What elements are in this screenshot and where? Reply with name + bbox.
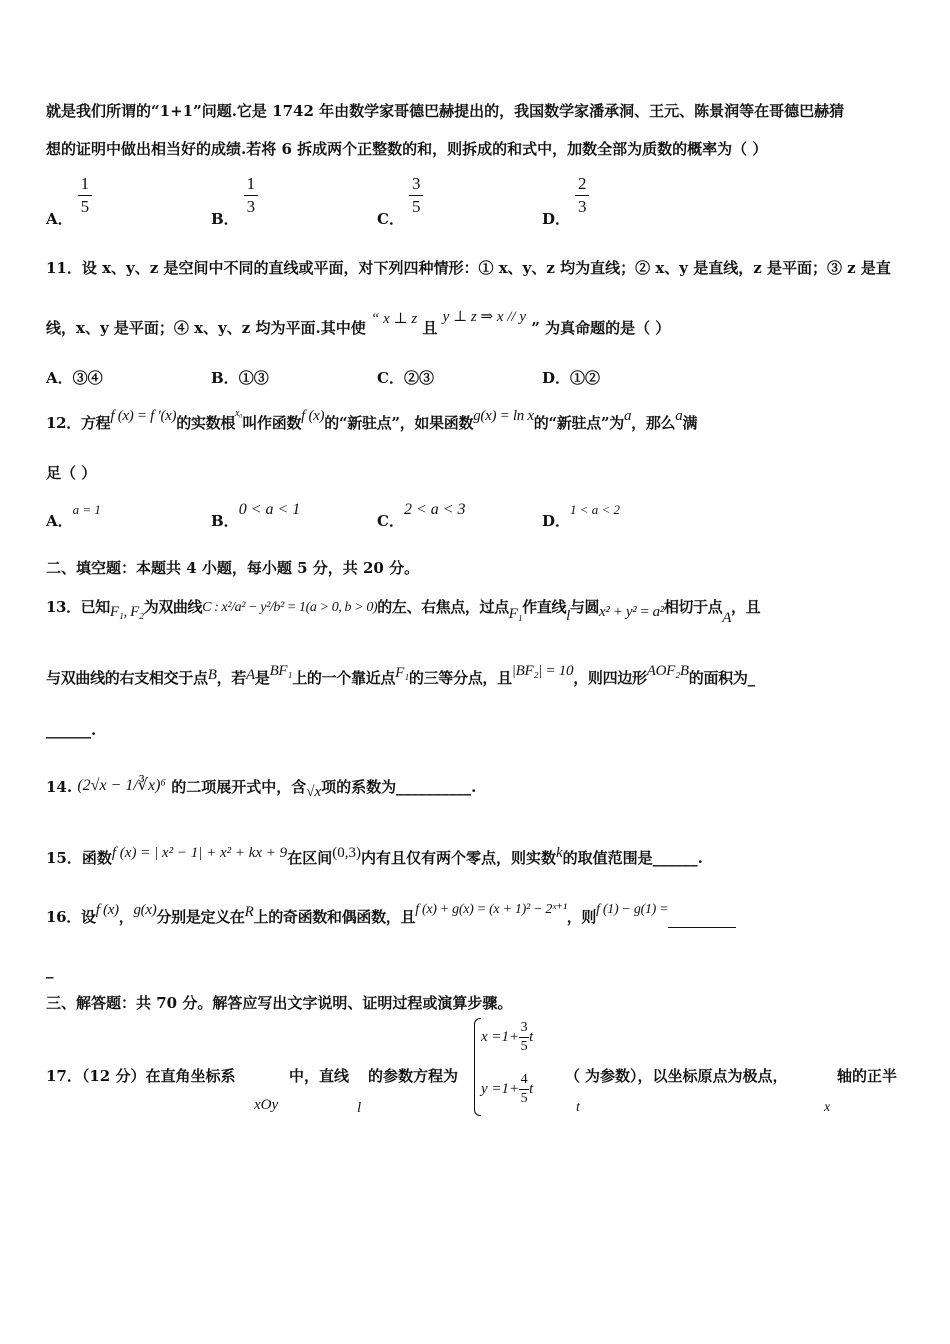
- q16-text: 分别是定义在: [156, 908, 245, 926]
- q13-line1: [46, 597, 910, 626]
- q17-text-4: （: [565, 1067, 581, 1085]
- q17-text-2: 中，直线: [289, 1067, 350, 1085]
- q13-text: 的三等分点，且: [408, 669, 512, 687]
- q15-text: 在区间: [287, 849, 333, 867]
- q12-option-a[interactable]: [46, 502, 101, 531]
- q14-text: 项的系数为__________.: [321, 778, 477, 796]
- q13-text: 上的一个靠近点: [292, 669, 396, 687]
- option-text: ①②: [570, 369, 601, 387]
- q16-r: R: [244, 904, 254, 920]
- q13-text: ，则四边形: [573, 669, 647, 687]
- q17-param-t: t: [576, 1100, 580, 1115]
- q13-text: ，且: [730, 598, 761, 616]
- option-text: 2 < a < 3: [403, 501, 466, 518]
- q15-text: 15．函数: [46, 849, 112, 867]
- q13-text: 相切于点: [663, 598, 723, 616]
- q13-text: 的左、右焦点，过点: [377, 598, 509, 616]
- q16-text: ，则: [566, 908, 597, 926]
- q12-text: 的“新驻点”，如果函数: [324, 414, 474, 432]
- option-label: C．: [377, 369, 404, 387]
- q16-text: 上的奇函数和偶函数，且: [253, 908, 416, 926]
- option-text: 1 < a < 2: [570, 502, 621, 517]
- q12-line1: [46, 408, 910, 434]
- numerator: 1: [246, 174, 256, 193]
- q11-and: 且: [422, 319, 438, 337]
- q15-interval: (0,3): [332, 845, 361, 861]
- q11-option-b[interactable]: [211, 367, 269, 388]
- q10-line2: 想的证明中做出相当好的成绩.若将 6 拆成两个正整数的和，则拆成的和式中，加数全部为质数的概率为（ ）: [46, 140, 768, 158]
- q14-text: 的二项展开式中，含: [171, 778, 307, 796]
- q12-text: 满: [682, 414, 698, 432]
- denominator: 3: [578, 197, 587, 216]
- q16-ask: f (1) − g(1) =: [596, 902, 669, 917]
- q13-hyperbola: C : x²/a² − y²/b² = 1(a > 0, b > 0): [202, 600, 378, 615]
- option-text: ①③: [238, 369, 269, 387]
- option-label: D．: [542, 369, 571, 387]
- q16-text: 16．设: [46, 908, 96, 926]
- q13-text: 与圆: [569, 598, 600, 616]
- q12-text: 12．方程: [46, 414, 111, 432]
- q17-system-brace: [474, 1018, 481, 1116]
- q13-text: ，若: [216, 669, 246, 687]
- q12-option-b[interactable]: [211, 501, 301, 531]
- q16-text: ，: [118, 908, 134, 926]
- option-text: ②③: [403, 369, 434, 387]
- numerator: 3: [411, 174, 421, 193]
- option-label: C．: [377, 209, 404, 228]
- q13-text: 作直线: [522, 598, 567, 616]
- q17-line-l: l: [357, 1100, 362, 1116]
- q16-g: g(x): [133, 902, 157, 918]
- option-label: A．: [46, 209, 73, 228]
- q13-text: 的面积为_: [688, 669, 755, 687]
- q15-function: f (x) = | x² − 1| + x² + kx + 9: [111, 845, 288, 861]
- q17-x-axis: x: [824, 1100, 831, 1115]
- q13-point-b: B: [207, 667, 217, 683]
- q17-text-6: 轴的正半: [837, 1067, 898, 1085]
- q10-option-d[interactable]: [542, 174, 589, 228]
- q12-text: 叫作函数: [242, 414, 302, 432]
- section-2-heading: 二、填空题：本题共 4 小题，每小题 5 分，共 20 分。: [46, 559, 420, 577]
- q12-a: a: [623, 408, 632, 424]
- q17-text-5: 为参数），以坐标原点为极点，: [585, 1067, 788, 1085]
- q12-root: x₀: [235, 408, 243, 419]
- numerator: 2: [578, 174, 587, 193]
- q17-xoy: xOy: [254, 1097, 279, 1113]
- q13-line-l: l: [566, 608, 570, 624]
- q14-text: 14.: [46, 778, 73, 796]
- q11-line1: 11．设 x、y、z 是空间中不同的直线或平面，对下列四种情形：① x、y、z 均为直线；② x、y 是直线，z 是平面；③ z 是直: [46, 259, 891, 277]
- q14-expression: (2√x − 1/∛x)⁶: [77, 777, 166, 794]
- q12-fx: f (x): [301, 408, 325, 424]
- option-text: a = 1: [72, 502, 101, 517]
- q12-text: ，那么: [631, 414, 676, 432]
- q12-equation: f (x) = f ′(x): [110, 408, 177, 424]
- q16-equation: f (x) + g(x) = (x + 1)² − 2ˣ⁺¹: [415, 902, 567, 917]
- q14-term: √x: [306, 784, 322, 800]
- q12-option-c[interactable]: [377, 501, 466, 531]
- q12-option-d[interactable]: [542, 502, 621, 531]
- option-label: C．: [377, 512, 404, 530]
- q16-answer-blank[interactable]: [668, 911, 736, 928]
- q11-option-a[interactable]: [46, 367, 103, 388]
- q17-text-3: 的参数方程为: [368, 1067, 459, 1085]
- option-label: B．: [211, 512, 239, 530]
- q13-line2: [46, 663, 910, 689]
- q13-text: 与双曲线的右支相交于点: [46, 669, 208, 687]
- q15-k: k: [555, 845, 563, 861]
- q12-line2: 足（ ）: [46, 464, 97, 482]
- option-label: D．: [542, 512, 571, 530]
- q17-text: 17．（12 分）在直角坐标系: [46, 1067, 236, 1085]
- q10-option-c[interactable]: [377, 174, 423, 228]
- q11-condition-2: y ⊥ z ⇒ x // y: [442, 309, 526, 325]
- q15-text: 的取值范围是______.: [562, 849, 703, 867]
- q11-option-d[interactable]: [542, 367, 600, 388]
- q13-quadrilateral: AOF₂B: [646, 663, 689, 679]
- denominator: 5: [80, 197, 90, 216]
- q13-foci: F₁, F₂: [109, 604, 144, 620]
- q12-gx: g(x) = ln x: [473, 408, 534, 424]
- q17-eq1: x =1+ $\frac{3}{5}$ t: [481, 1020, 534, 1054]
- q13-point-a: A: [722, 610, 731, 626]
- q10-line1: 就是我们所谓的“1+1”问题.它是 1742 年由数学家哥德巴赫提出的，我国数学家潘承洞、王元、陈景润等在哥德巴赫猜: [46, 102, 845, 120]
- q16-line2: _: [46, 961, 54, 979]
- q13-point-a: A: [245, 667, 255, 683]
- q11-text-end: ” 为真命题的是（ ）: [531, 319, 671, 337]
- q14-line: [46, 777, 910, 798]
- q13-text: 13．已知: [46, 598, 110, 616]
- option-label: B．: [211, 369, 239, 387]
- q13-text: 是: [254, 669, 270, 687]
- q11-line2: [46, 309, 910, 339]
- denominator: 5: [411, 197, 421, 216]
- q13-f1: F₁: [395, 665, 409, 681]
- option-text: 0 < a < 1: [238, 501, 301, 518]
- q17-eq2: y =1+ $\frac{4}{5}$ t: [481, 1072, 534, 1106]
- q15-line: [46, 845, 910, 869]
- q13-circle: x² + y² = a²: [599, 604, 664, 620]
- q10-option-a[interactable]: [46, 174, 92, 228]
- q13-segment-bf1: BF₁: [269, 663, 293, 679]
- q13-bf2-length: |BF₂| = 10: [511, 663, 574, 679]
- q12-text: 的“新驻点”为: [533, 414, 624, 432]
- q11-option-c[interactable]: [377, 367, 434, 388]
- q11-condition-1: “ x ⊥ z: [370, 311, 418, 327]
- denominator: 3: [246, 197, 256, 216]
- q13-line3: ______.: [46, 721, 97, 739]
- q12-text: 的实数根: [176, 414, 236, 432]
- numerator: 1: [80, 174, 90, 193]
- q11-text: 线，x、y 是平面；④ x、y、z 均为平面.其中使: [46, 319, 366, 337]
- option-label: D．: [542, 209, 571, 228]
- option-label: A．: [46, 369, 73, 387]
- q12-a: a: [675, 408, 683, 424]
- option-label: A．: [46, 512, 73, 530]
- option-label: B．: [211, 209, 239, 228]
- q13-text: 为双曲线: [143, 598, 203, 616]
- option-text: ③④: [72, 369, 103, 387]
- q16-line: [46, 902, 910, 928]
- q10-option-b[interactable]: [211, 174, 258, 228]
- q16-f: f (x): [95, 902, 119, 918]
- section-3-heading: 三、解答题：共 70 分。解答应写出文字说明、证明过程或演算步骤。: [46, 994, 513, 1012]
- q15-text: 内有且仅有两个零点，则实数: [360, 849, 556, 867]
- q13-f1: F₁: [508, 606, 523, 622]
